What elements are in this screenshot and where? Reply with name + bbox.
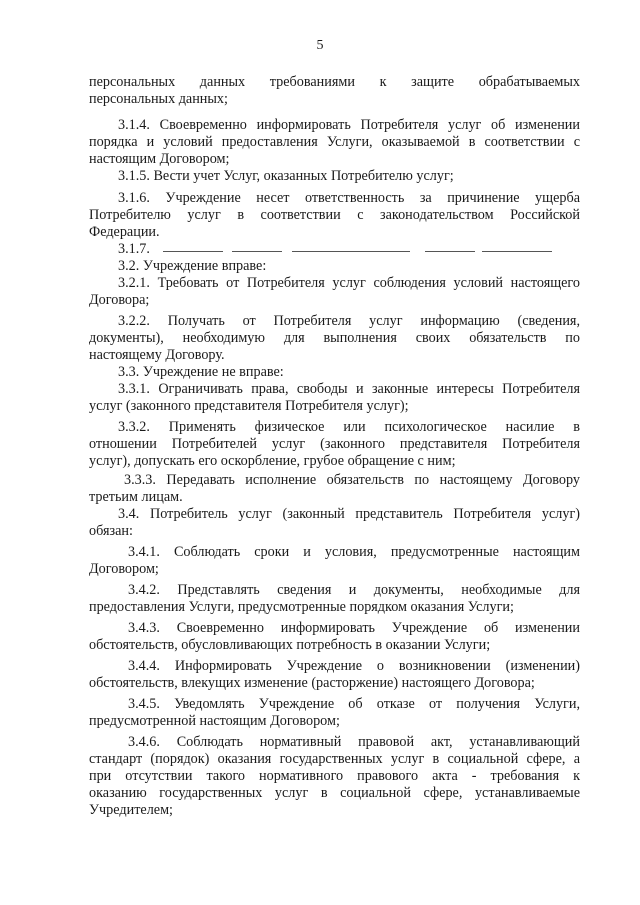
text-line: услуг (законного представителя Потребителя услуг);: [89, 398, 409, 414]
text-line: Договором;: [89, 561, 159, 577]
text-line: 3.3.1. Ограничивать права, свободы и законные интересы Потребителя: [118, 381, 580, 397]
text-line: 3.3. Учреждение не вправе:: [118, 364, 284, 380]
text-line: Федерации.: [89, 224, 160, 240]
blank-line: [425, 251, 475, 252]
text-line: при отсутствии такого нормативного правового акта - требования к: [89, 768, 580, 784]
text-line: предоставления Услуги, предусмотренные порядком оказания Услуги;: [89, 599, 514, 615]
text-line: 3.4.4. Информировать Учреждение о возникновении (изменении): [128, 658, 580, 674]
text-line: обстоятельств, обусловливающих потребность в оказании Услуги;: [89, 637, 491, 653]
text-line: услуг), допускать его оскорбление, грубое обращение с ним;: [89, 453, 456, 469]
text-line: стандарт (порядок) оказания государственных услуг в социальной сфере, а: [89, 751, 580, 767]
text-line: персональных данных требованиями к защите обрабатываемых: [89, 74, 580, 90]
text-line: третьим лицам.: [89, 489, 183, 505]
blank-line: [292, 251, 410, 252]
text-line: 3.3.2. Применять физическое или психологическое насилие в: [118, 419, 580, 435]
text-line: персональных данных;: [89, 91, 228, 107]
text-line: 3.3.3. Передавать исполнение обязательств по настоящему Договору: [124, 472, 580, 488]
text-line: 3.2.2. Получать от Потребителя услуг информацию (сведения,: [118, 313, 580, 329]
text-line: оказанию государственных услуг в социальной сфере, устанавливаемые: [89, 785, 580, 801]
text-line: 3.4.2. Представлять сведения и документы, необходимые для: [128, 582, 580, 598]
text-line: отношении Потребителей услуг (законного представителя Потребителя: [89, 436, 580, 452]
text-line: 3.1.4. Своевременно информировать Потребителя услуг об изменении: [118, 117, 580, 133]
text-line: 3.1.7.: [118, 241, 150, 257]
text-line: документы), необходимую для выполнения своих обязательств по: [89, 330, 580, 346]
text-line: настоящим Договором;: [89, 151, 230, 167]
text-line: 3.1.6. Учреждение несет ответственность за причинение ущерба: [118, 190, 580, 206]
text-line: Договора;: [89, 292, 150, 308]
text-line: обязан:: [89, 523, 133, 539]
text-line: настоящему Договору.: [89, 347, 225, 363]
text-line: 3.1.5. Вести учет Услуг, оказанных Потребителю услуг;: [118, 168, 454, 184]
text-line: порядка и условий предоставления Услуги, оказываемой в соответствии с: [89, 134, 580, 150]
blank-line: [482, 251, 552, 252]
text-line: 3.2.1. Требовать от Потребителя услуг соблюдения условий настоящего: [118, 275, 580, 291]
text-line: Потребителю услуг в соответствии с законодательством Российской: [89, 207, 580, 223]
blank-line: [232, 251, 282, 252]
text-line: предусмотренной настоящим Договором;: [89, 713, 340, 729]
text-line: 3.4.6. Соблюдать нормативный правовой акт, устанавливающий: [128, 734, 580, 750]
text-line: 3.4.5. Уведомлять Учреждение об отказе от получения Услуги,: [128, 696, 580, 712]
text-line: 3.4.1. Соблюдать сроки и условия, предусмотренные настоящим: [128, 544, 580, 560]
page-number: 5: [316, 38, 324, 53]
text-line: 3.4. Потребитель услуг (законный представитель Потребителя услуг): [118, 506, 580, 522]
text-line: 3.2. Учреждение вправе:: [118, 258, 267, 274]
text-line: Учредителем;: [89, 802, 173, 818]
text-line: 3.4.3. Своевременно информировать Учреждение об изменении: [128, 620, 580, 636]
text-line: обстоятельств, влекущих изменение (расторжение) настоящего Договора;: [89, 675, 535, 691]
blank-line: [163, 251, 223, 252]
